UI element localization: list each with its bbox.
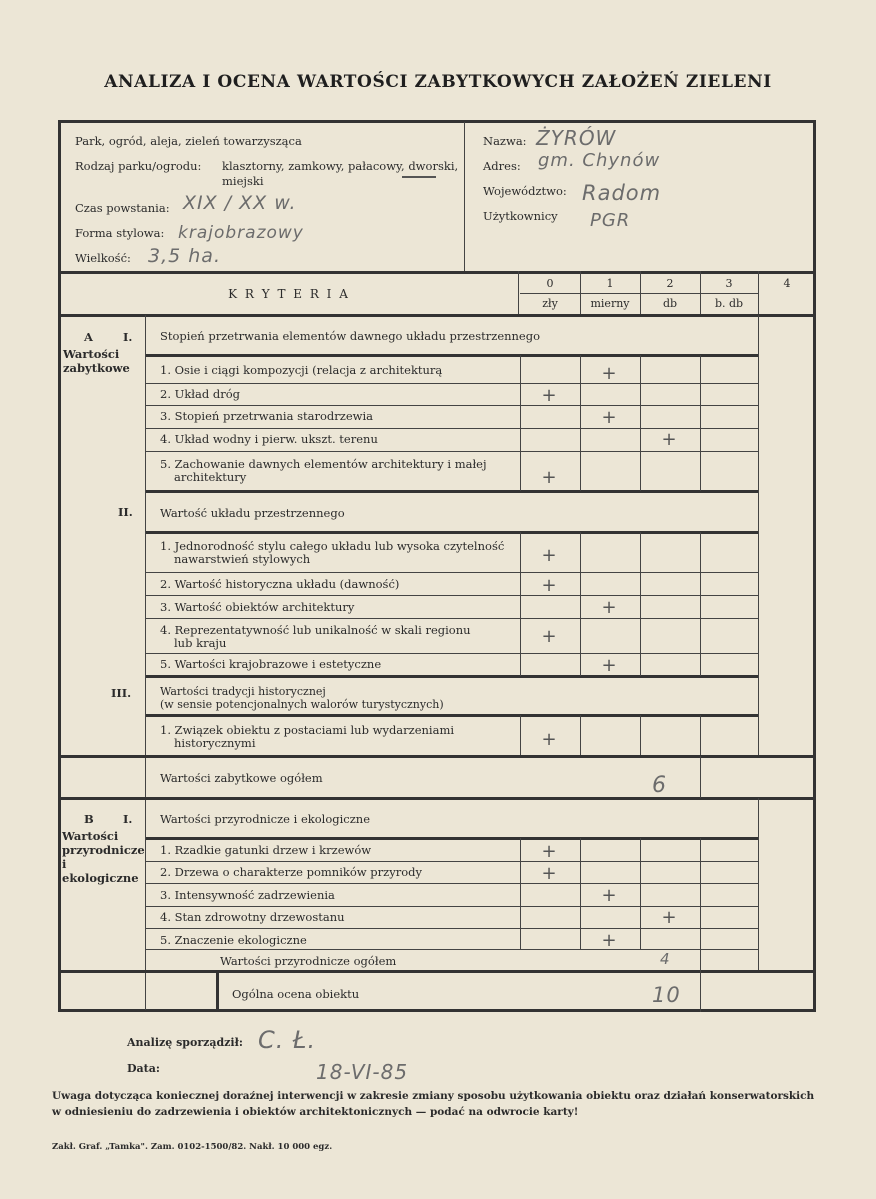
rodzaj-options-line1: klasztorny, zamkowy, pałacowy, dworski, xyxy=(222,159,459,173)
row-14-label: 3. Intensywność zadrzewienia xyxy=(160,888,335,902)
rule-490 xyxy=(146,490,758,493)
wielkosc-label: Wielkość: xyxy=(75,251,131,265)
group-a-title: Wartości zabytkowe xyxy=(63,347,130,375)
rule-354 xyxy=(146,354,758,357)
data-value: 18-VI-85 xyxy=(316,1060,409,1084)
adres-value: gm. Chynów xyxy=(538,150,661,171)
nazwa-value: ŻYRÓW xyxy=(536,126,617,150)
forma-value: krajobrazowy xyxy=(178,223,304,243)
adres-label: Adres: xyxy=(483,159,521,173)
v0-a1 xyxy=(520,355,521,491)
row-11-label-2: historycznymi xyxy=(174,736,256,750)
rule-970 xyxy=(58,970,816,973)
zab-total-value: 6 xyxy=(652,773,667,798)
park-label: Park, ogród, aleja, zieleń towarzysząca xyxy=(75,134,302,148)
col-3-num: 3 xyxy=(725,277,733,290)
group-b-title: Wartości przyrodnicze i ekologiczne xyxy=(62,829,145,885)
page-title: ANALIZA I OCENA WARTOŚCI ZABYTKOWYCH ZAŁOŻEŃ ZIELENI xyxy=(104,72,772,92)
v4-main xyxy=(758,315,759,755)
rule-883 xyxy=(146,883,758,884)
row-7-label: 2. Wartość historyczna układu (dawność) xyxy=(160,577,400,591)
przyr-total-value: 4 xyxy=(660,950,671,968)
row-5-label-2: architektury xyxy=(174,470,247,484)
info-divider xyxy=(464,122,465,272)
v1-a1 xyxy=(580,355,581,491)
v3-zab-total xyxy=(700,756,701,798)
group-b-roman: I. xyxy=(123,812,133,826)
v1-a3 xyxy=(580,715,581,755)
header-mid-rule xyxy=(520,293,758,294)
row-6-mark: + xyxy=(541,545,557,566)
section-b1-title: Wartości przyrodnicze i ekologiczne xyxy=(160,812,371,826)
row-6-label-2: nawarstwień stylowych xyxy=(174,552,311,566)
row-10-label: 5. Wartości krajobrazowe i estetyczne xyxy=(160,657,382,671)
col-3-desc: b. db xyxy=(714,297,744,310)
row-2-mark: + xyxy=(541,385,557,406)
col-4-num: 4 xyxy=(783,277,791,290)
v3-a3 xyxy=(700,715,701,755)
rule-572 xyxy=(146,572,758,573)
row-8-mark: + xyxy=(601,597,617,618)
v3-b1 xyxy=(700,838,701,950)
row-5-label-1: 5. Zachowanie dawnych elementów architektury i małej xyxy=(160,457,487,471)
rule-653 xyxy=(146,653,758,654)
header-bottom-rule xyxy=(58,314,816,317)
row-4-label: 4. Układ wodny i pierw. ukszt. terenu xyxy=(160,432,378,446)
rodzaj-label: Rodzaj parku/ogrodu: xyxy=(75,159,202,173)
rule-675 xyxy=(146,675,758,678)
rule-595 xyxy=(146,595,758,596)
row-16-mark: + xyxy=(601,930,617,951)
v1-b1 xyxy=(580,838,581,950)
row-6-label-1: 1. Jednorodność stylu całego układu lub wysoka czytelność xyxy=(160,539,505,553)
forma-label: Forma stylowa: xyxy=(75,226,165,240)
v3-totals xyxy=(700,950,701,1012)
v2-a1 xyxy=(640,355,641,491)
row-5-mark: + xyxy=(541,467,557,488)
nazwa-label: Nazwa: xyxy=(483,134,527,148)
rodzaj-options-line2: miejski xyxy=(222,174,264,188)
czas-value: XIX / XX w. xyxy=(183,192,297,214)
ogolna-left-rule xyxy=(216,970,219,1012)
rule-531 xyxy=(146,531,758,534)
col-2-desc: db xyxy=(662,297,678,310)
rule-837 xyxy=(146,837,758,840)
rule-755 xyxy=(58,755,816,758)
row-8-label: 3. Wartość obiektów architektury xyxy=(160,600,355,614)
przyr-total-label: Wartości przyrodnicze ogółem xyxy=(220,954,397,968)
row-13-mark: + xyxy=(541,863,557,884)
row-3-mark: + xyxy=(601,407,617,428)
header-v1 xyxy=(580,271,581,314)
row-14-mark: + xyxy=(601,885,617,906)
row-10-mark: + xyxy=(601,655,617,676)
v3-a2 xyxy=(700,532,701,676)
uzytkownicy-value: PGR xyxy=(590,210,631,231)
row-3-label: 3. Stopień przetrwania starodrzewia xyxy=(160,409,373,423)
v0-b1 xyxy=(520,838,521,950)
data-label: Data: xyxy=(127,1062,160,1075)
row-16-label: 5. Znaczenie ekologiczne xyxy=(160,933,307,947)
wielkosc-value: 3,5 ha. xyxy=(148,245,221,267)
rule-714 xyxy=(146,714,758,717)
group-a-letter: A xyxy=(84,330,93,344)
header-v3 xyxy=(700,271,701,314)
col-0-desc: zły xyxy=(542,297,558,310)
dworski-underline xyxy=(402,176,436,178)
uzytkownicy-label: Użytkownicy xyxy=(483,209,558,223)
ogolna-label: Ogólna ocena obiektu xyxy=(232,987,360,1001)
rule-797 xyxy=(58,797,816,800)
wojewodztwo-label: Województwo: xyxy=(483,184,567,198)
row-4-mark: + xyxy=(661,429,677,450)
section-a1-title: Stopień przetrwania elementów dawnego układu przestrzennego xyxy=(160,329,541,343)
rule-618 xyxy=(146,618,758,619)
col-1-num: 1 xyxy=(606,277,614,290)
header-v4 xyxy=(758,271,759,314)
row-15-label: 4. Stan zdrowotny drzewostanu xyxy=(160,910,345,924)
row-2-label: 2. Układ dróg xyxy=(160,387,241,401)
row-12-label: 1. Rzadkie gatunki drzew i krzewów xyxy=(160,843,372,857)
rule-383 xyxy=(146,383,758,384)
sporzadzil-label: Analizę sporządził: xyxy=(127,1036,243,1049)
row-7-mark: + xyxy=(541,575,557,596)
col-2-num: 2 xyxy=(666,277,674,290)
section-a3-title-1: Wartości tradycji historycznej xyxy=(160,685,326,698)
row-13-label: 2. Drzewa o charakterze pomników przyrody xyxy=(160,865,422,879)
v2-a2 xyxy=(640,532,641,676)
section-a3-roman: III. xyxy=(111,686,132,700)
row-9-mark: + xyxy=(541,626,557,647)
row-9-label-1: 4. Reprezentatywność lub unikalność w skali regionu xyxy=(160,623,471,637)
czas-label: Czas powstania: xyxy=(75,201,170,215)
row-15-mark: + xyxy=(661,907,677,928)
rule-928 xyxy=(146,928,758,929)
uwaga-line-2: w odniesieniu do zadrzewienia i obiektów architektonicznych — podać na odwrocie karty! xyxy=(52,1106,579,1118)
row-1-label: 1. Osie i ciągi kompozycji (relacja z architekturą xyxy=(160,363,443,377)
group-a-roman: I. xyxy=(123,330,133,344)
header-v2 xyxy=(640,271,641,314)
ogolna-value: 10 xyxy=(652,983,681,1007)
printer-imprint: Zakł. Graf. „Tamka". Zam. 0102-1500/82. Nakł. 10 000 egz. xyxy=(52,1142,333,1152)
kryteria-header: K R Y T E R I A xyxy=(228,287,350,301)
col-0-num: 0 xyxy=(546,277,554,290)
v4-b xyxy=(758,798,759,970)
zab-total-label: Wartości zabytkowe ogółem xyxy=(160,771,323,785)
row-12-mark: + xyxy=(541,841,557,862)
header-v0 xyxy=(518,271,519,314)
group-b-letter: B xyxy=(84,812,94,826)
row-1-mark: + xyxy=(601,363,617,384)
section-a3-title-2: (w sensie potencjonalnych walorów turystycznych) xyxy=(160,698,444,711)
wojewodztwo-value: Radom xyxy=(582,181,662,205)
v0-a2 xyxy=(520,532,521,676)
v1-a2 xyxy=(580,532,581,676)
col-1-desc: mierny xyxy=(590,297,630,310)
v2-b1 xyxy=(640,838,641,950)
rule-451 xyxy=(146,451,758,452)
row-11-label-1: 1. Związek obiektu z postaciami lub wydarzeniami xyxy=(160,723,455,737)
header-top-rule xyxy=(58,271,816,274)
section-a2-title: Wartość układu przestrzennego xyxy=(160,506,345,520)
rule-861 xyxy=(146,861,758,862)
v0-a3 xyxy=(520,715,521,755)
section-a2-roman: II. xyxy=(118,505,133,519)
v3-a1 xyxy=(700,355,701,491)
row-9-label-2: lub kraju xyxy=(174,636,227,650)
rule-405 xyxy=(146,405,758,406)
uwaga-line-1: Uwaga dotycząca koniecznej doraźnej interwencji w zakresie zmiany sposobu użytkowania obiektu oraz działań konserwatorskich xyxy=(52,1090,815,1102)
sporzadzil-value: C. Ł. xyxy=(258,1026,317,1054)
v2-a3 xyxy=(640,715,641,755)
row-11-mark: + xyxy=(541,729,557,750)
